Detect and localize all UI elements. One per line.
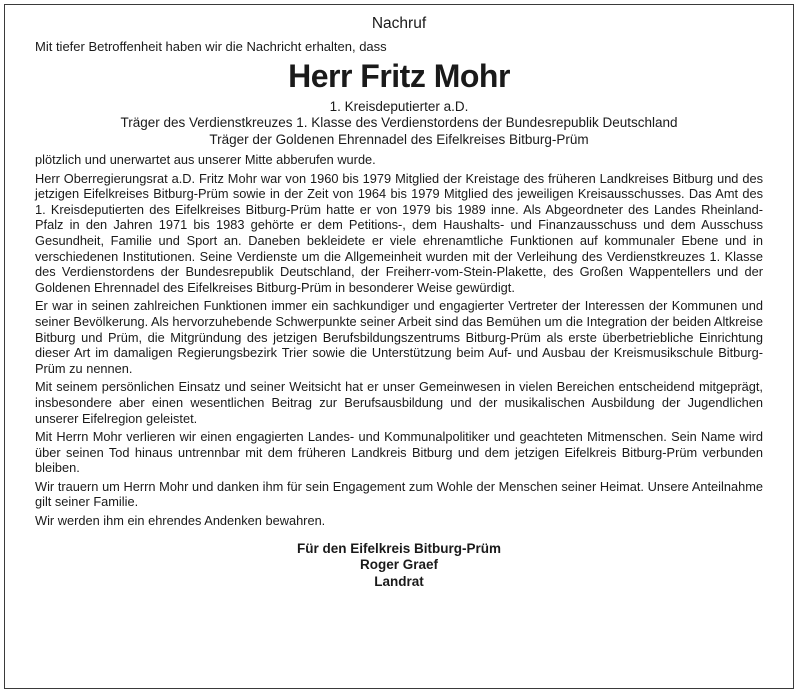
signature-name: Roger Graef <box>359 557 439 573</box>
paragraph: Wir trauern um Herrn Mohr und danken ihm für sein Engagement zum Wohle der Menschen seiner Heimat. Unsere Anteilnahme gilt seiner Familie. <box>35 478 763 510</box>
paragraph: Wir werden ihm ein ehrendes Andenken bewahren. <box>35 513 326 529</box>
paragraph: Mit seinem persönlichen Einsatz und seiner Weitsicht hat er unser Gemeinwesen in vielen Bereichen entscheidend mitgeprägt, insbesondere aber einen wesentlichen Beitrag zur Berufsausbildung und der musikalischen Ausbildung der Jugendlichen unserer Eifelregion geleistet. <box>35 379 763 426</box>
signature-line: Für den Eifelkreis Bitburg-Prüm <box>296 540 502 556</box>
title-line: 1. Kreisdeputierter a.D. <box>329 98 469 114</box>
deceased-name: Herr Fritz Mohr <box>288 57 510 94</box>
paragraph: Er war in seinen zahlreichen Funktionen immer ein sachkundiger und engagierter Vertreter der Interessen der Kommunen und seiner Bevölkerung. Als hervorzuhebende Schwerpunkte seiner Arbeit sind das Bemühen um die Integration der beiden Altkreise Bitburg und Prüm, die Mitgründung des jetzigen Berufsbildungszentrums Bitburg-Prüm als erste überbetriebliche Einrichtung dieser Art im damaligen Regierungsbezirk Trier sowie die Unterstützung beim Auf- und Ausbau der Kreismusikschule Bitburg-Prüm zu nennen. <box>35 298 763 376</box>
paragraph: Mit Herrn Mohr verlieren wir einen engagierten Landes- und Kommunalpolitiker und geachteten Mitmenschen. Sein Name wird über seinen Tod hinaus untrennbar mit dem früheren Landkreis Bitburg und dem jetzigen Eifelkreis Bitburg-Prüm verbunden bleiben. <box>35 429 763 476</box>
title-line: Träger des Verdienstkreuzes 1. Klasse des Verdienstordens der Bundesrepublik Deutschland <box>120 115 678 130</box>
paragraph: Herr Oberregierungsrat a.D. Fritz Mohr war von 1960 bis 1979 Mitglied der Kreistage des früheren Landkreises Bitburg und des jetzigen Eifelkreises Bitburg-Prüm sowie in der Zeit von 1964 bis 1979 Mitglied des jeweiligen Kreisausschusses. Das Amt des 1. Kreisdeputierten des Eifelkreises Bitburg-Prüm hatte er von 1979 bis 1989 inne. Als Abgeordneter des Landes Rheinland-Pfalz in den Jahren 1971 bis 1983 gehörte er dem Petitions-, dem Haushalts- und Finanzausschuss und dem Ausschuss Gesundheit, Familie und Sport an. Daneben bekleidete er viele ehrenamtliche Funktionen auf kommunaler Ebene und in verschiedenen Institutionen. Seine Verdienste um die Allgemeinheit wurden mit der Verleihung des Verdienstkreuzes 1. Klasse des Verdienstordens der Bundesrepublik Deutschland, der Freiherr-vom-Stein-Plakette, des Großen Wappentellers und der Goldenen Ehrennadel des Eifelkreises Bitburg-Prüm in besonderer Weise gewürdigt. <box>35 170 763 295</box>
intro-text: Mit tiefer Betroffenheit haben wir die Nachricht erhalten, dass <box>35 39 387 54</box>
signature-role: Landrat <box>374 573 424 589</box>
signature-block <box>35 541 763 591</box>
heading: Nachruf <box>371 15 427 32</box>
paragraph: plötzlich und unerwartet aus unserer Mitte abberufen wurde. <box>35 152 376 167</box>
title-line: Träger der Goldenen Ehrennadel des Eifelkreises Bitburg-Prüm <box>209 131 589 147</box>
honor-titles <box>35 99 763 149</box>
obituary-content <box>35 14 763 590</box>
